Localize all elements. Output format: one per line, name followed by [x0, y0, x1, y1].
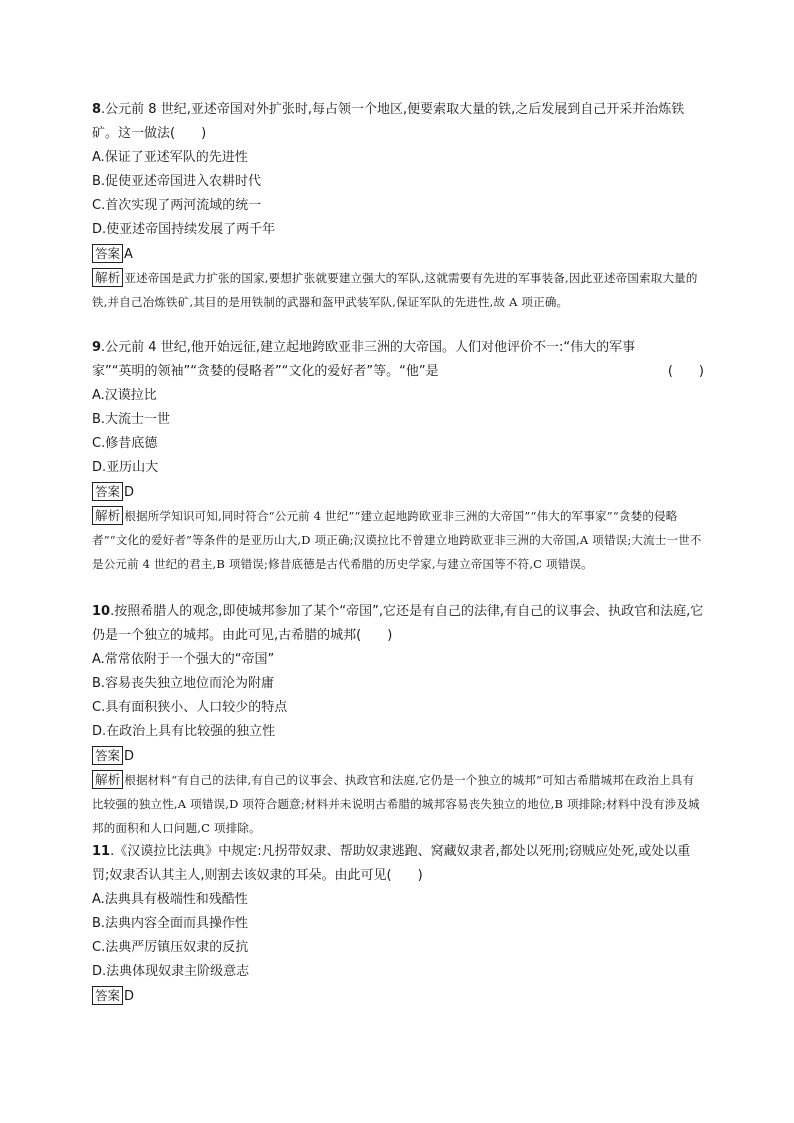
question-8-option-c: C.首次实现了两河流域的统一 — [92, 198, 262, 213]
question-11-answer — [92, 986, 704, 1008]
question-9-text-1: .公元前 4 世纪,他开始远征,建立起地跨欧亚非三洲的大帝国。人们对他评价不一:“伟大的军事 — [101, 340, 636, 355]
question-8-analysis — [92, 266, 704, 314]
question-11-option-d: D.法典体现奴隶主阶级意志 — [92, 964, 250, 979]
question-10-number: 10 — [92, 604, 111, 619]
question-8-analysis-text: 亚述帝国是武力扩张的国家,要想扩张就要建立强大的军队,这就需要有先进的军事装备,因此亚述帝国索取大量的铁,并自己冶炼铁矿,其目的是用铁制的武器和盔甲武装军队,保证军队的先进性,故 A 项正确。 — [92, 271, 698, 309]
question-11-text: .《汉谟拉比法典》中规定:凡拐带奴隶、帮助奴隶逃跑、窝藏奴隶者,都处以死刑;窃贼应处死,或处以重罚;奴隶否认其主人,则割去该奴隶的耳朵。由此可见( ) — [92, 844, 691, 883]
question-9-answer-value: D — [124, 485, 135, 500]
question-11-number: 11 — [92, 844, 111, 859]
question-8 — [92, 98, 704, 314]
question-10-text: .按照希腊人的观念,即使城邦参加了某个“帝国”,它还是有自己的法律,有自己的议事会、执政官和法庭,它仍是一个独立的城邦。由此可见,古希腊的城邦( ) — [92, 604, 704, 643]
question-8-stem — [92, 98, 704, 146]
question-10-option-b: B.容易丧失独立地位而沦为附庸 — [92, 676, 275, 691]
question-10-answer — [92, 746, 704, 768]
question-8-text: .公元前 8 世纪,亚述帝国对外扩张时,每占领一个地区,便要索取大量的铁,之后发展到自己开采并治炼铁矿。这一做法( ) — [92, 102, 685, 141]
question-10-option-c: C.具有面积狭小、人口较少的特点 — [92, 700, 288, 715]
answer-label: 答案 — [92, 244, 123, 263]
question-9 — [92, 336, 704, 576]
analysis-label: 解析 — [92, 770, 123, 789]
answer-label: 答案 — [92, 986, 123, 1005]
question-11-option-b: B.法典内容全面而具操作性 — [92, 916, 249, 931]
question-10-option-a: A.常常依附于一个强大的“帝国” — [92, 652, 275, 667]
answer-label: 答案 — [92, 746, 123, 765]
question-8-answer — [92, 244, 704, 266]
question-9-option-c: C.修昔底德 — [92, 436, 158, 451]
question-11 — [92, 840, 704, 1008]
question-10-option-d: D.在政治上具有比较强的独立性 — [92, 724, 276, 739]
question-11-option-c: C.法典严厉镇压奴隶的反抗 — [92, 940, 249, 955]
question-8-option-b: B.促使亚述帝国进入农耕时代 — [92, 174, 262, 189]
question-10 — [92, 600, 704, 840]
question-8-answer-value: A — [124, 247, 133, 262]
question-11-option-a: A.法典具有极端性和残酷性 — [92, 892, 248, 907]
question-9-option-a: A.汉谟拉比 — [92, 388, 157, 403]
question-9-option-b: B.大流士一世 — [92, 412, 171, 427]
question-10-analysis — [92, 768, 704, 840]
answer-label: 答案 — [92, 482, 123, 501]
question-11-stem — [92, 840, 704, 888]
question-9-text-2: 家”“英明的领袖”“贪婪的侵略者”“文化的爱好者”等。“他”是 — [92, 364, 439, 379]
analysis-label: 解析 — [92, 268, 123, 287]
question-10-stem — [92, 600, 704, 648]
analysis-label: 解析 — [92, 506, 123, 525]
question-8-option-d: D.使亚述帝国持续发展了两千年 — [92, 222, 276, 237]
question-9-number: 9 — [92, 340, 102, 355]
question-9-answer — [92, 482, 704, 504]
question-10-analysis-text: 根据材料“有自己的法律,有自己的议事会、执政官和法庭,它仍是一个独立的城邦”可知古希腊城邦在政治上具有比较强的独立性,A 项错误,D 项符合题意;材料并未说明古希腊的城邦容易丧失独立的地位,B 项排除;材料中没有涉及城邦的面积和人口问题,C 项排除。 — [92, 773, 700, 835]
question-9-option-d: D.亚历山大 — [92, 460, 159, 475]
question-9-bracket: ( ) — [667, 364, 704, 379]
question-9-analysis-text: 根据所学知识可知,同时符合“公元前 4 世纪”“建立起地跨欧亚非三洲的大帝国”“伟大的军事家”“贪婪的侵略者”“文化的爱好者”等条件的是亚历山大,D 项正确;汉谟拉比不曾建立地跨欧亚非三洲的大帝国,A 项错误;大流士一世不是公元前 4 世纪的君主,B 项错误;修昔底德是古代希腊的历史学家,与建立帝国等不符,C 项错误。 — [92, 509, 702, 571]
question-8-number: 8 — [92, 102, 102, 117]
question-8-option-a: A.保证了亚述军队的先进性 — [92, 150, 248, 165]
question-9-analysis — [92, 504, 704, 576]
question-9-stem-line-2 — [92, 360, 704, 384]
question-11-answer-value: D — [124, 989, 135, 1004]
question-9-stem-line-1 — [92, 336, 704, 360]
question-10-answer-value: D — [124, 749, 135, 764]
